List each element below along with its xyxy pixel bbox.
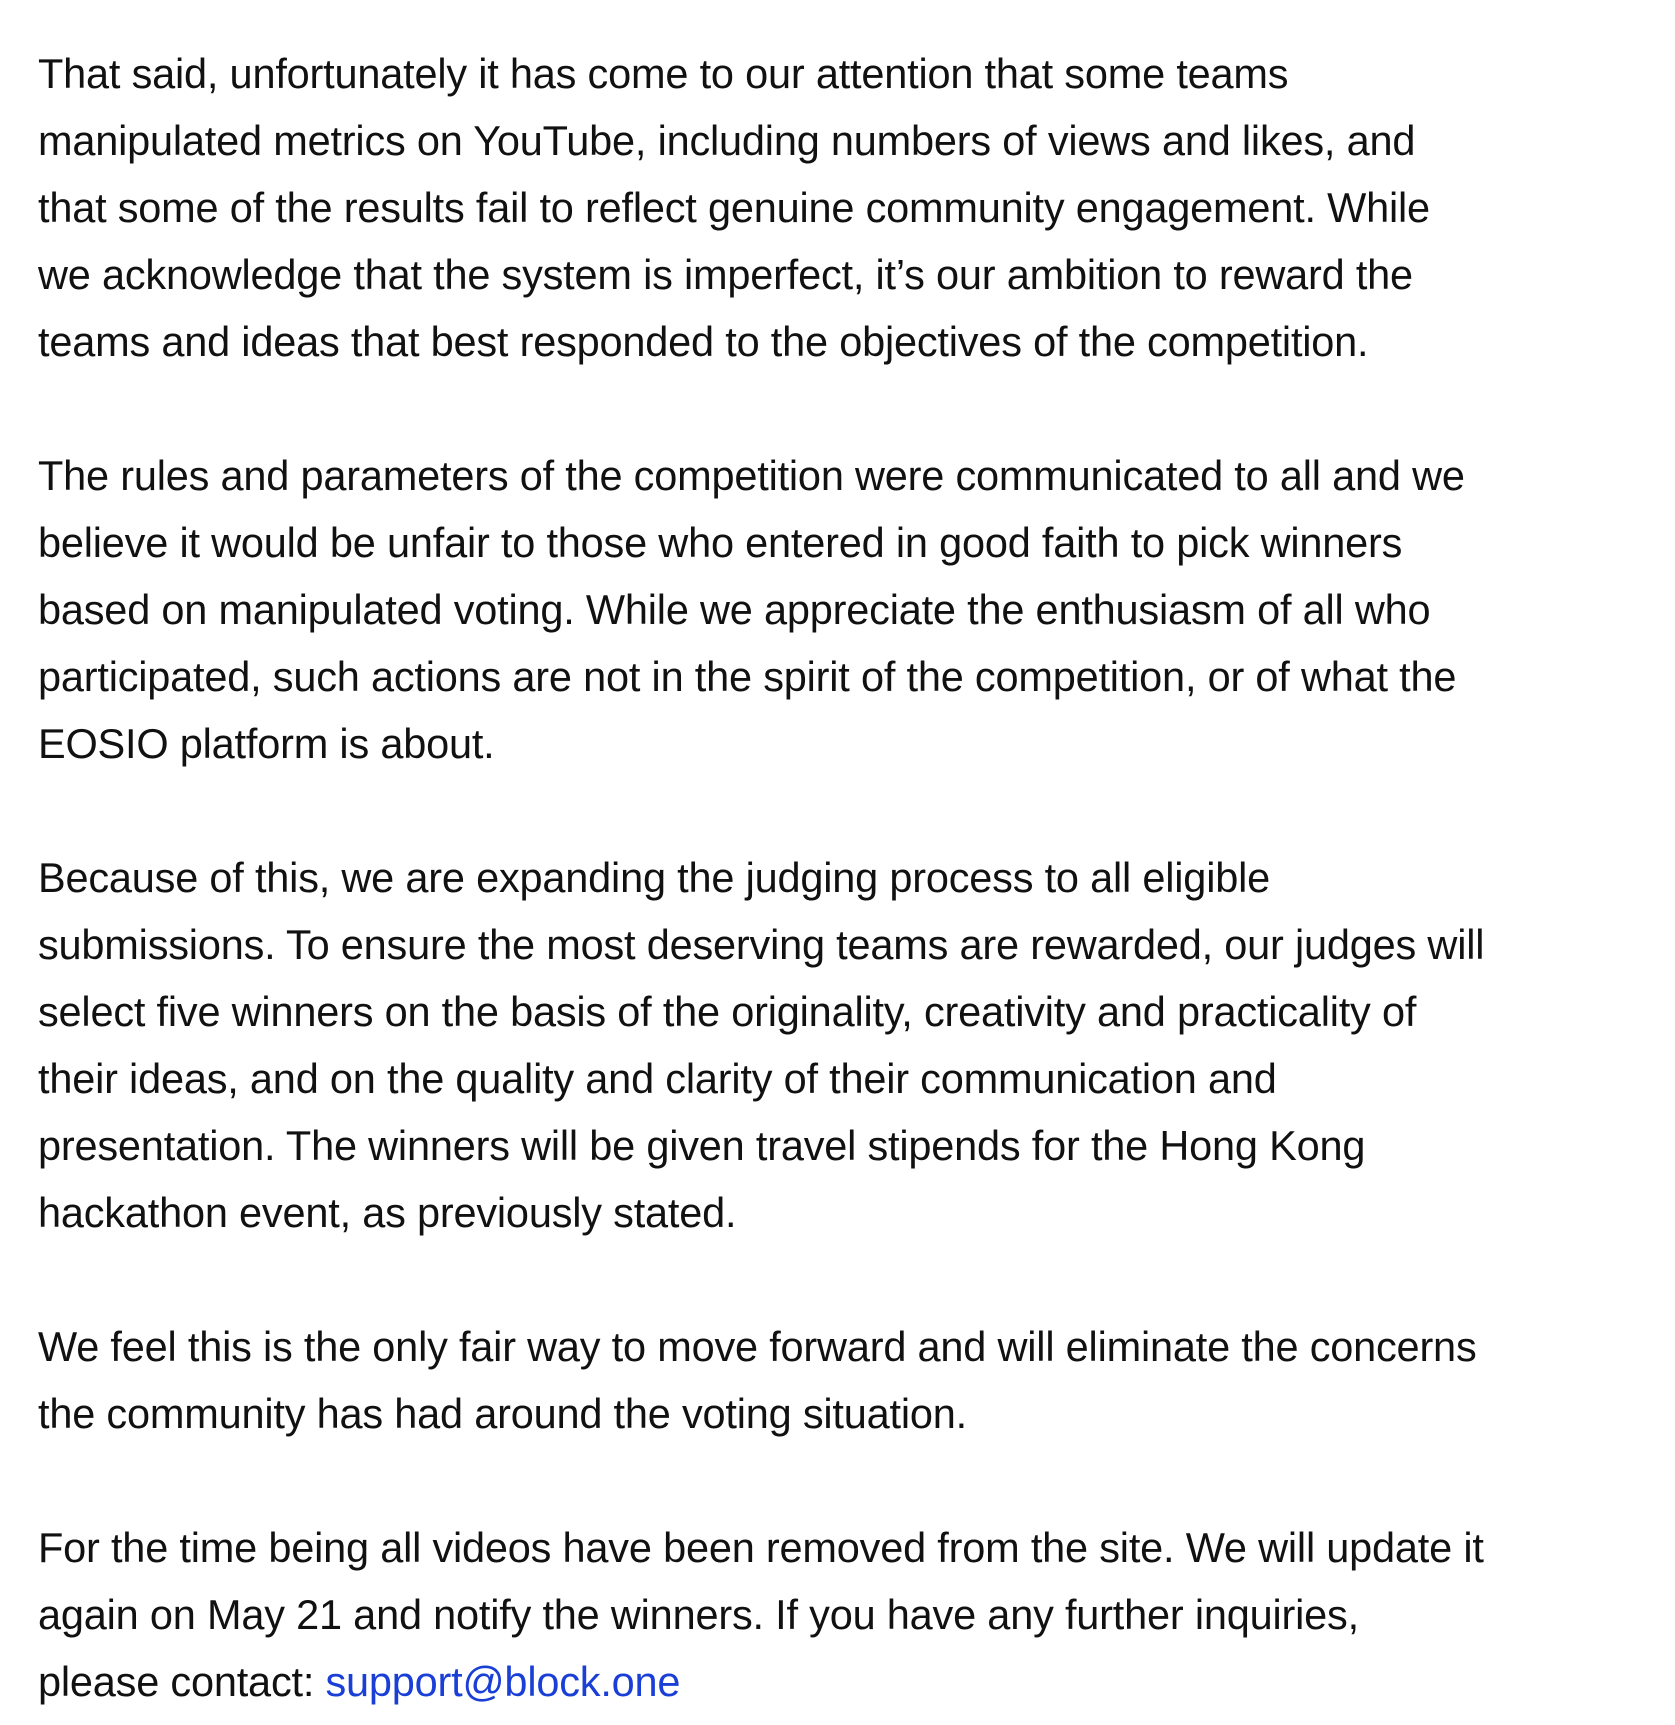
- text-line: presentation. The winners will be given travel stipends for the Hong Kong: [38, 1122, 1366, 1169]
- text-line: That said, unfortunately it has come to our attention that some teams: [38, 50, 1289, 97]
- text-line: EOSIO platform is about.: [38, 720, 495, 767]
- text-line: again on May 21 and notify the winners. If you have any further inquiries,: [38, 1591, 1359, 1638]
- text-line: submissions. To ensure the most deserving teams are rewarded, our judges will: [38, 921, 1485, 968]
- paragraph-spacer: [38, 1447, 1658, 1514]
- text-line: select five winners on the basis of the originality, creativity and practicality of: [38, 988, 1417, 1035]
- text-line: the community has had around the voting situation.: [38, 1390, 967, 1437]
- text-line: hackathon event, as previously stated.: [38, 1189, 737, 1236]
- text-line: that some of the results fail to reflect genuine community engagement. While: [38, 184, 1430, 231]
- paragraph-spacer: [38, 777, 1658, 844]
- text-line: Because of this, we are expanding the judging process to all eligible: [38, 854, 1270, 901]
- support-email-link[interactable]: support@block.one: [325, 1658, 681, 1705]
- contact-prefix: please contact:: [38, 1658, 326, 1705]
- text-line: manipulated metrics on YouTube, including numbers of views and likes, and: [38, 117, 1416, 164]
- paragraph-youtube-manipulation: [38, 40, 1658, 375]
- paragraph-spacer: [38, 1246, 1658, 1313]
- paragraph-spacer: [38, 375, 1658, 442]
- text-line: teams and ideas that best responded to the objectives of the competition.: [38, 318, 1369, 365]
- paragraph-judging: [38, 844, 1658, 1246]
- text-line: based on manipulated voting. While we appreciate the enthusiasm of all who: [38, 586, 1431, 633]
- paragraph-rules: [38, 442, 1658, 777]
- text-line: believe it would be unfair to those who entered in good faith to pick winners: [38, 519, 1403, 566]
- text-line: we acknowledge that the system is imperfect, it’s our ambition to reward the: [38, 251, 1413, 298]
- email-body: [38, 40, 1658, 1715]
- text-line: We feel this is the only fair way to move forward and will eliminate the concerns: [38, 1323, 1477, 1370]
- text-line: The rules and parameters of the competition were communicated to all and we: [38, 452, 1465, 499]
- text-line: For the time being all videos have been removed from the site. We will update it: [38, 1524, 1484, 1571]
- text-line: their ideas, and on the quality and clarity of their communication and: [38, 1055, 1277, 1102]
- paragraph-fair-way: [38, 1313, 1658, 1447]
- text-line: participated, such actions are not in the spirit of the competition, or of what the: [38, 653, 1457, 700]
- paragraph-contact: [38, 1514, 1658, 1715]
- contact-line: [38, 1648, 1658, 1715]
